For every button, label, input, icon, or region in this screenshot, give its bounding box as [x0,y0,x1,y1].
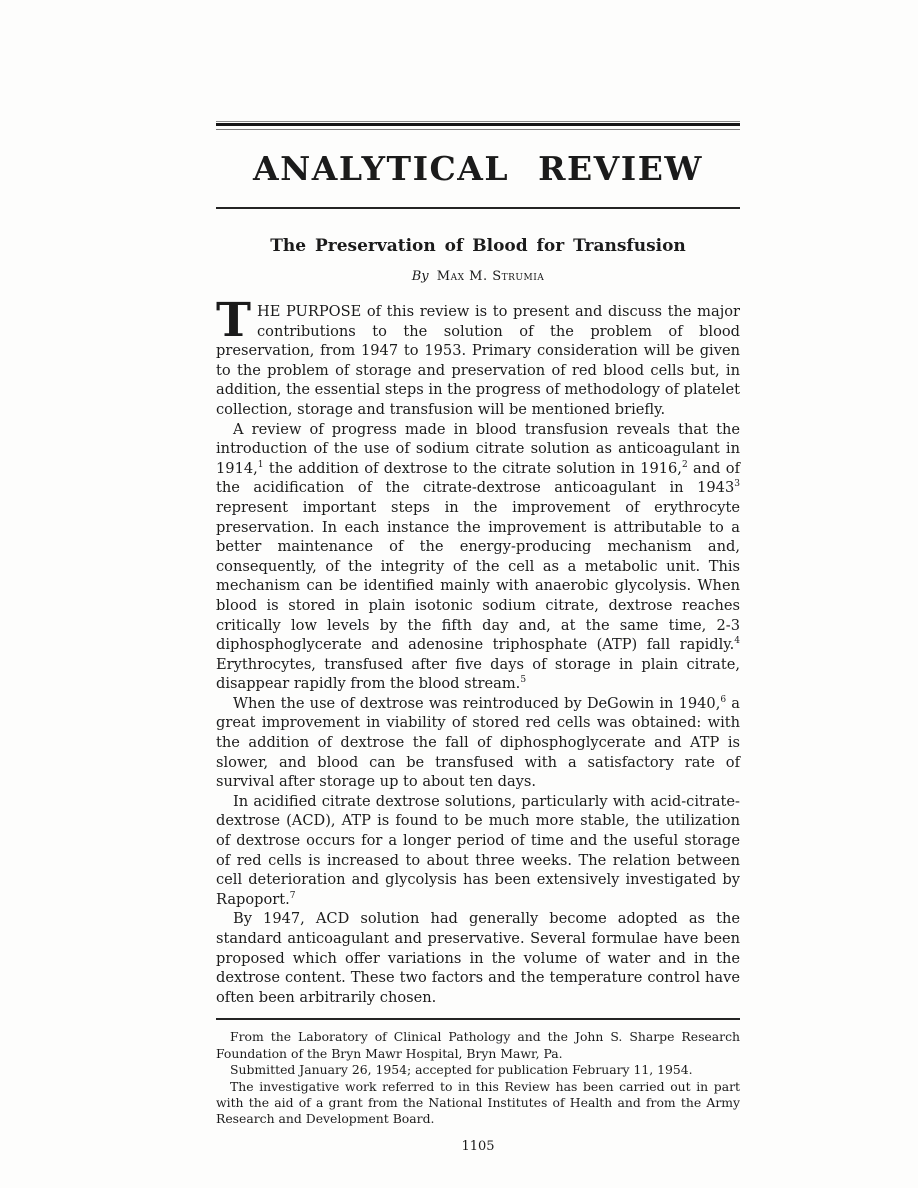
page-number: 1105 [461,1138,495,1154]
footnote-block [216,1029,740,1127]
body-paragraph: A review of progress made in blood transfusion reveals that the introduction of the use of sodium citrate solution as anticoagulant in 1914,$^1$ the addition of dextrose to the citrate solution in 1916,$^2$ and of the acidification of the citrate-dextrose anticoagulant in 1943$^3$ represent important steps in the improvement of erythrocyte preservation. In each instance the improvement is attributable to a better maintenance of the energy-producing mechanism and, consequently, of the integrity of the cell as a metabolic unit. This mechanism can be identified mainly with anaerobic glycolysis. When blood is stored in plain isotonic sodium citrate, dextrose reaches critically low levels by the fifth day and, at the same time, 2-3 diphosphoglycerate and adenosine triphosphate (ATP) fall rapidly.$^4$ Erythrocytes, transfused after five days of storage in plain citrate, disappear rapidly from the blood stream.$^5$ [216,420,740,693]
body-paragraph: By 1947, ACD solution had generally become adopted as the standard anticoagulant and preservative. Several formulae have been proposed which offer variations in the volume of water and in the dextrose content. These two factors and the temperature control have often been arbitrarily chosen. [216,910,740,1006]
article-title: The Preservation of Blood for Transfusion [270,236,686,256]
drop-cap: T [216,293,251,348]
header-rule [216,207,740,209]
byline-prefix: By [411,269,429,284]
footnote: Submitted January 26, 1954; accepted for publication February 11, 1954. [230,1062,693,1078]
footnote-rule [216,1018,740,1020]
rule-thin-bottom [216,129,740,130]
body-paragraph [216,293,740,420]
author-name: Max M. Strumia [436,269,545,284]
rule-thin-top [216,121,740,122]
content-column [216,0,740,1154]
footnote: The investigative work referred to in this Review has been carried out in part with the aid of a grant from the National Institutes of Health and from the Army Research and Development Board. [216,1078,740,1127]
byline [216,269,740,285]
footnote: From the Laboratory of Clinical Pathology and the John S. Sharpe Research Foundation of the Bryn Mawr Hospital, Bryn Mawr, Pa. [216,1029,740,1061]
body-paragraph: In acidified citrate dextrose solutions, particularly with acid-citrate-dextrose (ACD), ATP is found to be much more stable, the utilization of dextrose occurs for a longer period of time and the useful storage of red cells is increased to about three weeks. The relation between cell deterioration and glycolysis has been extensively investigated by Rapoport.$^7$ [216,792,740,908]
body-paragraph: When the use of dextrose was reintroduced by DeGowin in 1940,$^6$ a great improvement in viability of stored red cells was obtained: with the addition of dextrose the fall of diphosphoglycerate and ATP is slower, and blood can be transfused with a satisfactory rate of survival after storage up to about ten days. [216,694,740,791]
article-body [216,293,740,1007]
section-heading: ANALYTICAL REVIEW [253,149,703,188]
header-double-rule [216,121,740,130]
rule-thick [216,123,740,126]
paragraph-text: HE PURPOSE of this review is to present and discuss the major contributions to the solution of the problem of blood preservation, from 1947 to 1953. Primary consideration will be given to the problem of storage and preservation of red blood cells but, in addition, the essential steps in the progress of methodology of platelet collection, storage and transfusion will be mentioned briefly. [216,303,740,418]
